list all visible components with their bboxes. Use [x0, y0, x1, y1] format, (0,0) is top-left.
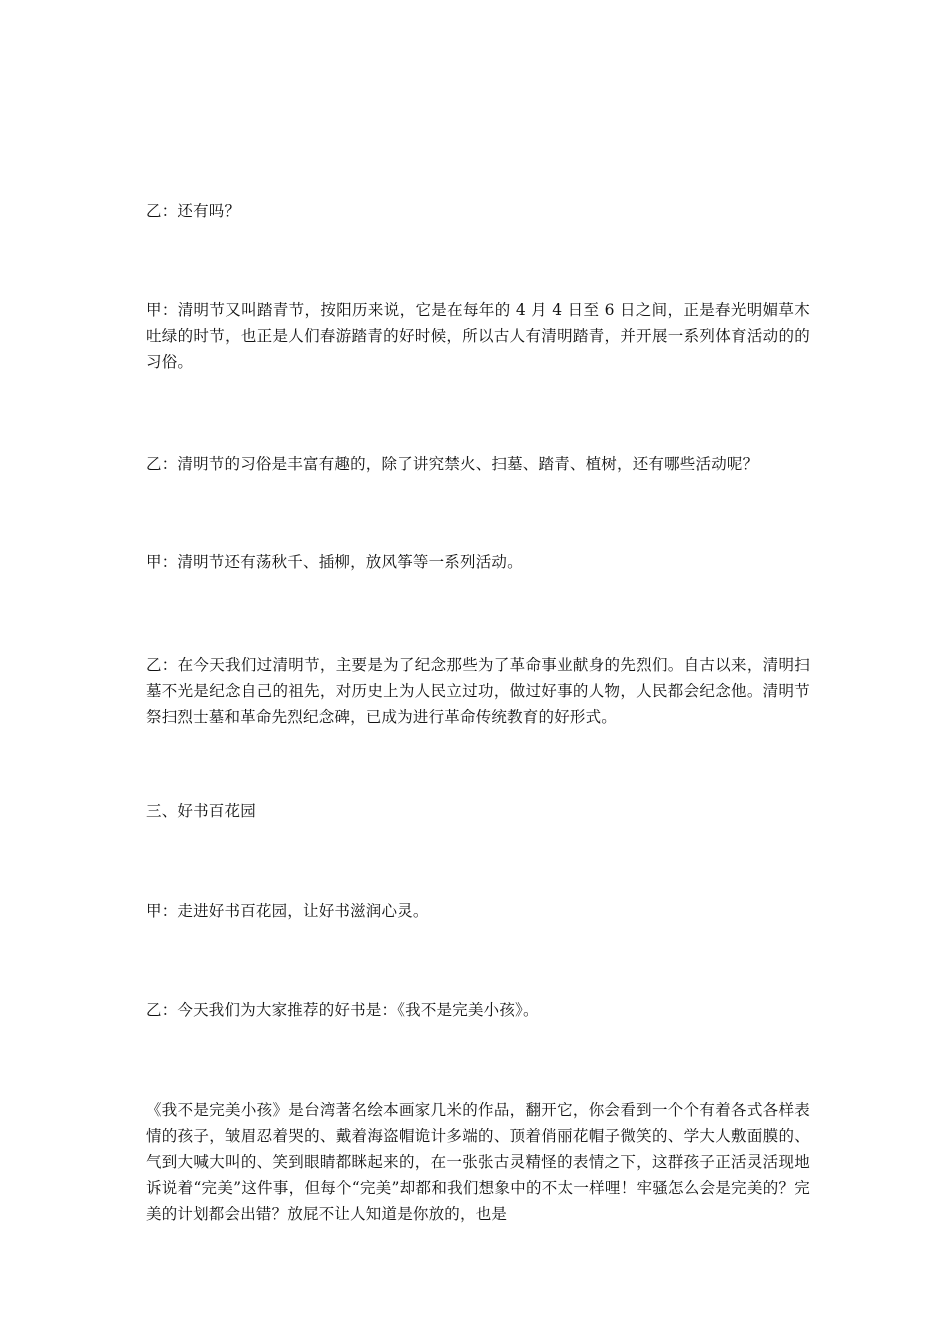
- dialogue-line-jia-book-garden: 甲：走进好书百花园，让好书滋润心灵。: [146, 902, 429, 920]
- dialogue-line-jia-activities: 甲：清明节还有荡秋千、插柳，放风筝等一系列活动。: [146, 553, 523, 571]
- dialogue-line-yi-commemorate: 乙：在今天我们过清明节，主要是为了纪念那些为了革命事业献身的先烈们。自古以来，清明扫墓不光是纪念自己的祖先，对历史上为人民立过功，做过好事的人物，人民都会纪念他。清明节祭扫烈士墓和革命先烈纪念碑，已成为进行革命传统教育的好形式。: [146, 656, 810, 726]
- dialogue-line-jia-qingming-intro: 甲：清明节又叫踏青节，按阳历来说，它是在每年的 4 月 4 日至 6 日之间，正是春光明媚草木吐绿的时节，也正是人们春游踏青的好时候，所以古人有清明踏青，并开展一系列体育活动的的习俗。: [146, 301, 810, 371]
- book-description: 《我不是完美小孩》是台湾著名绘本画家几米的作品，翻开它，你会看到一个个有着各式各样表情的孩子，皱眉忍着哭的、戴着海盗帽诡计多端的、顶着俏丽花帽子微笑的、学大人敷面膜的、气到大喊大叫的、笑到眼睛都眯起来的，在一张张古灵精怪的表情之下，这群孩子正活灵活现地诉说着“完美”这件事，但每个“完美”却都和我们想象中的不太一样哩！牢骚怎么会是完美的？完美的计划都会出错？放屁不让人知道是你放的，也是: [146, 1101, 810, 1223]
- dialogue-line-yi-ask: 乙：还有吗？: [146, 202, 241, 220]
- section-heading-book-garden: 三、好书百花园: [146, 802, 256, 820]
- dialogue-line-yi-customs: 乙：清明节的习俗是丰富有趣的，除了讲究禁火、扫墓、踏青、植树，还有哪些活动呢？: [146, 455, 759, 473]
- dialogue-line-yi-book-recommend: 乙：今天我们为大家推荐的好书是：《我不是完美小孩》。: [146, 1001, 539, 1019]
